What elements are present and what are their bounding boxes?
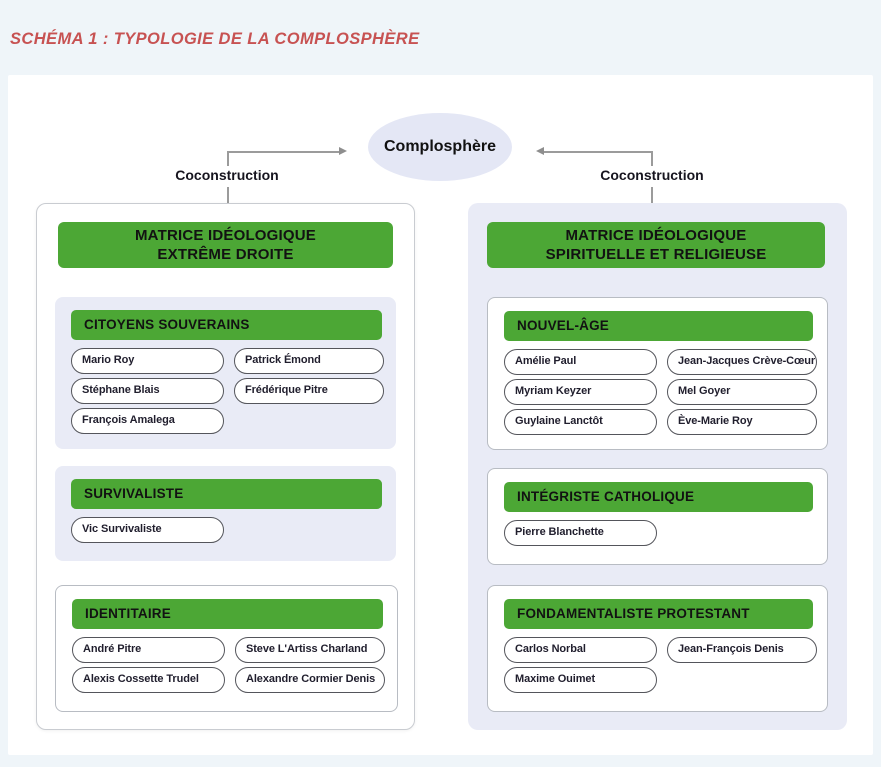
right-arrowhead-icon: [536, 147, 544, 155]
pill-stephane-blais: Stéphane Blais: [71, 378, 224, 404]
section-header-survivaliste: SURVIVALISTE: [71, 479, 382, 509]
pill-grid: [72, 637, 383, 693]
pill-maxime-ouimet: Maxime Ouimet: [504, 667, 657, 693]
section-header-integriste-catholique: INTÉGRISTE CATHOLIQUE: [504, 482, 813, 512]
schema-title: SCHÉMA 1 : TYPOLOGIE DE LA COMPLOSPHÈRE: [10, 30, 420, 48]
panel-header-line2: SPIRITUELLE ET RELIGIEUSE: [545, 246, 767, 263]
section-header-fondamentaliste-protestant: FONDAMENTALISTE PROTESTANT: [504, 599, 813, 629]
section-fondamentaliste-protestant: [487, 585, 828, 712]
pill-myriam-keyzer: Myriam Keyzer: [504, 379, 657, 405]
pill-grid: [504, 520, 813, 546]
pill-jean-francois-denis: Jean-François Denis: [667, 637, 817, 663]
right-connector-line-bottom: [651, 187, 653, 203]
pill-vic-survivaliste: Vic Survivaliste: [71, 517, 224, 543]
section-header-nouvel-age: NOUVEL-ÂGE: [504, 311, 813, 341]
panel-header-line1: MATRICE IDÉOLOGIQUE: [565, 227, 747, 244]
pill-francois-amalega: François Amalega: [71, 408, 224, 434]
pill-jean-jacques-creve-coeur: Jean-Jacques Crève-Cœur: [667, 349, 817, 375]
left-connector-line-top: [227, 151, 229, 166]
complosphere-node: [368, 113, 512, 181]
pill-mel-goyer: Mel Goyer: [667, 379, 817, 405]
pill-alexandre-cormier-denis: Alexandre Cormier Denis: [235, 667, 385, 693]
pill-guylaine-lanctot: Guylaine Lanctôt: [504, 409, 657, 435]
pill-amelie-paul: Amélie Paul: [504, 349, 657, 375]
section-citoyens-souverains: [55, 297, 396, 449]
section-integriste-catholique: [487, 468, 828, 565]
section-nouvel-age: [487, 297, 828, 450]
left-coconstruction-label: Coconstruction: [175, 167, 279, 183]
panel-header-line1: MATRICE IDÉOLOGIQUE: [134, 227, 317, 244]
pill-patrick-emond: Patrick Émond: [234, 348, 384, 374]
pill-grid: [71, 517, 382, 543]
panel-header-line2: EXTRÊME DROITE: [157, 246, 294, 263]
pill-grid: [504, 637, 813, 693]
pill-andre-pitre: André Pitre: [72, 637, 225, 663]
pill-eve-marie-roy: Ève-Marie Roy: [667, 409, 817, 435]
section-survivaliste: [55, 466, 396, 561]
section-header-citoyens-souverains: CITOYENS SOUVERAINS: [71, 310, 382, 340]
pill-carlos-norbal: Carlos Norbal: [504, 637, 657, 663]
right-connector-line-top: [651, 151, 653, 166]
left-arrowhead-icon: [339, 147, 347, 155]
pill-grid: [504, 349, 816, 435]
panel-header-extreme-droite: [58, 222, 393, 268]
right-connector-line-horizontal: [544, 151, 652, 153]
complosphere-label: Complosphère: [383, 138, 496, 155]
left-connector-line-bottom: [227, 187, 229, 203]
section-identitaire: [55, 585, 398, 712]
pill-steve-lartiss-charland: Steve L'Artiss Charland: [235, 637, 385, 663]
section-header-identitaire: IDENTITAIRE: [72, 599, 383, 629]
left-connector-line-horizontal: [228, 151, 339, 153]
pill-mario-roy: Mario Roy: [71, 348, 224, 374]
pill-frederique-pitre: Frédérique Pitre: [234, 378, 384, 404]
pill-pierre-blanchette: Pierre Blanchette: [504, 520, 657, 546]
right-coconstruction-label: Coconstruction: [600, 167, 704, 183]
pill-grid: [71, 348, 382, 434]
pill-alexis-cossette-trudel: Alexis Cossette Trudel: [72, 667, 225, 693]
panel-header-spirituelle-religieuse: [487, 222, 825, 268]
